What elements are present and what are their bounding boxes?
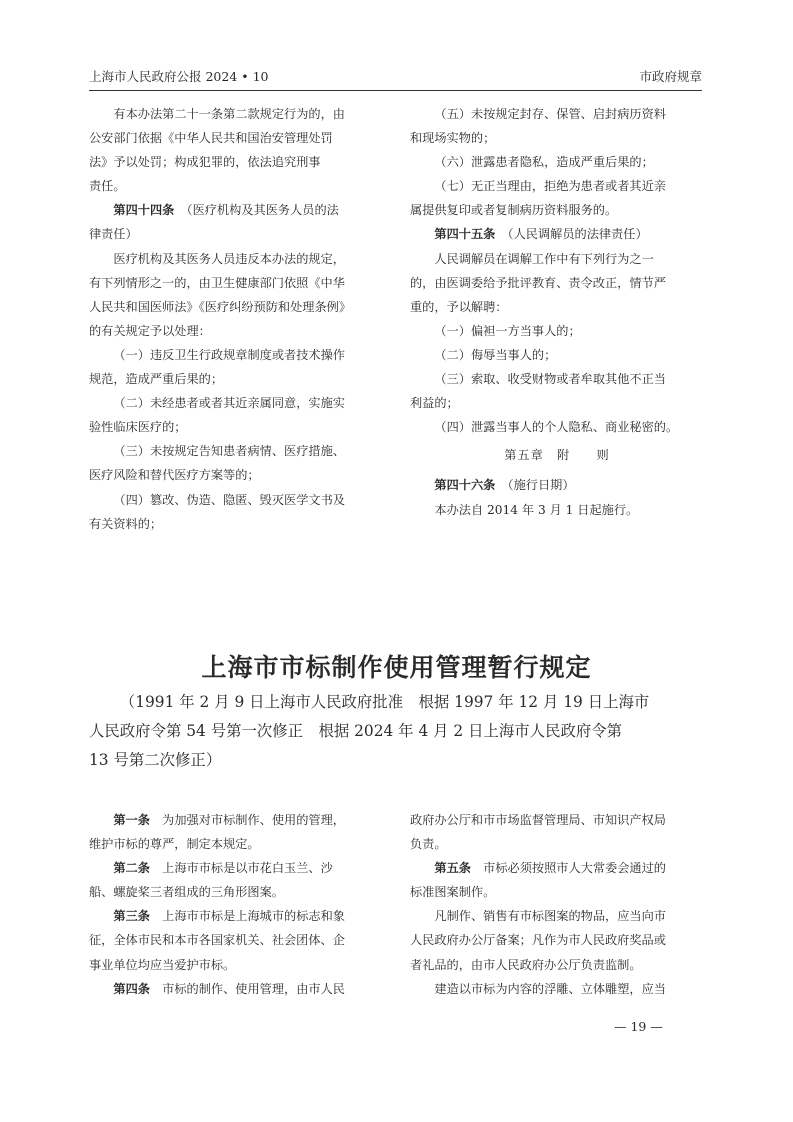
article-46-heading: 第四十六条 （施行日期） (434, 478, 575, 493)
article-2: 第二条 上海市市标是以市花白玉兰、沙 船、螺旋桨三者组成的三角形图案。 (89, 861, 333, 900)
header-section: 市政府规章 (639, 69, 702, 84)
header-divider (89, 90, 702, 91)
bottom-left-column (89, 808, 383, 1001)
bottom-right-column (410, 808, 704, 1001)
article-44-item-6: （六）泄露患者隐私，造成严重后果的； (434, 155, 654, 170)
article-5: 第五条 市标必须按照市人大常委会通过的 标准图案制作。 (410, 861, 666, 900)
article-4: 第四条 市标的制作、使用管理，由市人民 (113, 981, 345, 996)
article-44-item-2: （二）未经患者或者其近亲属同意，实施实 验性临床医疗的； (89, 396, 345, 435)
article-5-sale-paragraph: 凡制作、销售有市标图案的物品，应当向市 人民政府办公厅备案；凡作为市人民政府奖品或 者礼品的，由市人民政府办公厅负责监制。 (410, 909, 666, 972)
article-5-label: 第五条 (434, 861, 471, 876)
article-45-label: 第四十五条 (434, 227, 496, 242)
article-3-label: 第三条 (113, 909, 150, 924)
top-left-column (89, 102, 383, 536)
article-45-item-4: （四）泄露当事人的个人隐私、商业秘密的。 (434, 420, 679, 435)
article-44-item-7: （七）无正当理由，拒绝为患者或者其近亲 属提供复印或者复制病历资料服务的。 (410, 179, 666, 218)
article-44-item-1: （一）违反卫生行政规章制度或者技术操作 规范，造成严重后果的； (89, 347, 345, 387)
article-44-item-3: （三）未按规定告知患者病情、医疗措施、 医疗风险和替代医疗方案等的； (89, 444, 345, 483)
article-44-label: 第四十四条 (113, 203, 175, 218)
article-4-label: 第四条 (113, 981, 150, 996)
article-45-intro: 人民调解员在调解工作中有下列行为之一 的，由医调委给予批评教育、责令改正，情节严 重的，予以解聘： (410, 251, 666, 314)
article-45-item-2: （二）侮辱当事人的； (434, 347, 557, 362)
regulation-title: 上海市市标制作使用管理暂行规定 (201, 653, 592, 682)
article-1-label: 第一条 (113, 813, 150, 827)
article-44-intro: 医疗机构及其医务人员违反本办法的规定， 有下列情形之一的，由卫生健康部门依照《中华 人民共和国医师法》《医疗纠纷预防和处理条例》 的有关规定予以处理： (89, 251, 352, 338)
article-44-item-5: （五）未按规定封存、保管、启封病历资料 和现场实物的； (410, 107, 666, 146)
chapter-5-heading: 第五章 附 则 (504, 448, 610, 463)
article-46-label: 第四十六条 (434, 478, 496, 493)
top-right-column (410, 102, 704, 522)
article-2-label: 第二条 (113, 861, 150, 876)
article-1: 第一条 为加强对市标制作、使用的管理， 维护市标的尊严，制定本规定。 (89, 813, 345, 852)
article-45-heading: 第四十五条 （人民调解员的法律责任） (434, 227, 648, 242)
article-3: 第三条 上海市市标是上海城市的标志和象 征，全体市民和本市各国家机关、社会团体、企 事业单位均应当爱护市标。 (89, 909, 345, 972)
article-44-heading: 第四十四条 （医疗机构及其医务人员的法 律责任） (89, 203, 339, 242)
article-4-continued: 政府办公厅和市市场监督管理局、市知识产权局 负责。 (410, 813, 666, 852)
page-number: — 19 — (614, 1019, 663, 1034)
effective-date: 本办法自 2014 年 3 月 1 日起施行。 (434, 502, 639, 517)
header-publication: 上海市人民政府公报 2024 • 10 (89, 69, 269, 84)
article-44-item-4: （四）篡改、伪造、隐匿、毁灭医学文书及 有关资料的； (89, 492, 345, 531)
article-45-item-1: （一）偏袒一方当事人的； (434, 323, 581, 338)
paragraph-public-security: 有本办法第二十一条第二款规定行为的，由 公安部门依据《中华人民共和国治安管理处罚 法》予以处罚；构成犯罪的，依法追究刑事 责任。 (89, 107, 345, 194)
article-5-build-paragraph: 建造以市标为内容的浮雕、立体雕塑，应当 (434, 981, 666, 996)
article-45-item-3: （三）索取、收受财物或者牟取其他不正当 利益的； (410, 372, 666, 411)
regulation-subtitle: （1991 年 2 月 9 日上海市人民政府批准 根据 1997 年 12 月 19 日上海市 人民政府令第 54 号第一次修正 根据 2024 年 4 月 2 日上海市人民政府令第 13 号第二次修正） (89, 693, 650, 769)
